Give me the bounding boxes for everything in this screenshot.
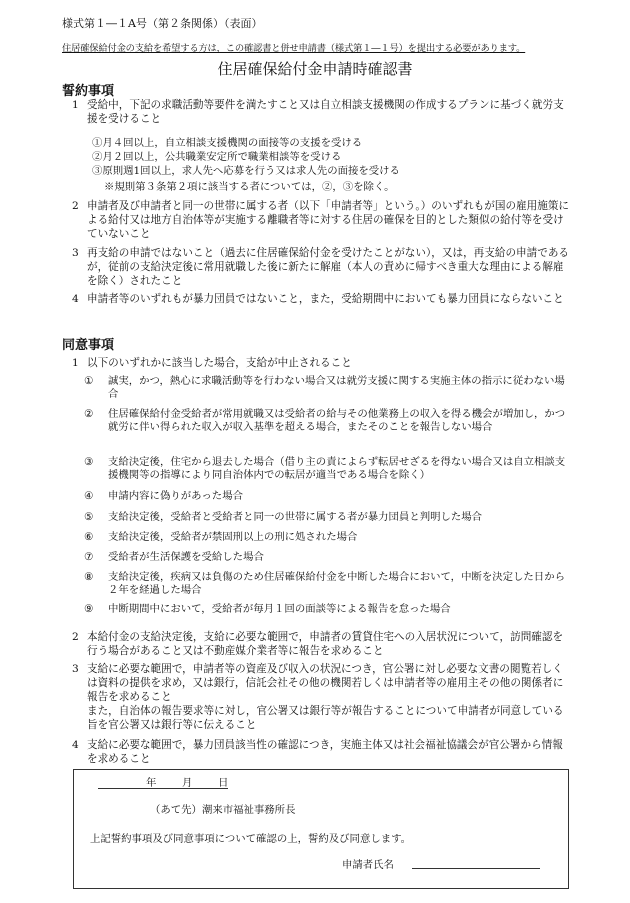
suspension-condition-1: [84, 375, 572, 401]
condition-mark: ③: [84, 456, 94, 468]
date-field[interactable]: [98, 774, 228, 789]
pledge-item-2: [72, 199, 572, 241]
day-label: 日: [218, 777, 229, 789]
suspension-condition-6: [84, 531, 572, 544]
condition-text: 申請内容に偽りがあった場合: [108, 490, 243, 502]
requirement-2: ②月２回以上，公共職業安定所で職業相談等を受ける: [92, 151, 342, 163]
consent-item-3-continued: [72, 704, 572, 732]
condition-mark: ⑥: [84, 531, 94, 543]
requirement-1: ①月４回以上，自立相談支援機関の面接等の支援を受ける: [92, 137, 363, 149]
consent-item-text: また，自治体の報告要求等に対し，官公署又は銀行等が報告することについて申請者が同意している旨を官公署又は銀行等に伝えること: [87, 705, 564, 731]
condition-mark: ①: [84, 375, 94, 387]
pledge-item-number: 2: [72, 200, 79, 212]
condition-mark: ⑧: [84, 571, 94, 583]
suspension-condition-8: [84, 571, 572, 597]
submission-notice: 住居確保給付金の支給を希望する方は，この確認書と併せ申請書（様式第１―１号）を提出する必要があります。: [62, 43, 526, 54]
condition-text: 支給決定後，受給者が禁固刑以上の刑に処された場合: [108, 531, 358, 543]
suspension-condition-2: [84, 408, 572, 434]
pledge-item-number: 1: [72, 99, 79, 111]
condition-mark: ②: [84, 408, 94, 420]
consent-item-text: 支給に必要な範囲で，暴力団員該当性の確認につき，実施主体又は社会福祉協議会が官公署から情報を求めること: [87, 739, 563, 765]
consent-item-2: [72, 630, 572, 658]
consent-item-number: 4: [72, 739, 79, 751]
suspension-condition-4: [84, 490, 572, 503]
pledge-heading: 誓約事項: [62, 84, 115, 99]
condition-text: 支給決定後，受給者と受給者と同一の世帯に属する者が暴力団員と判明した場合: [108, 511, 483, 523]
consent-item-text: 以下のいずれかに該当した場合，支給が中止されること: [87, 357, 352, 369]
consent-item-number: 2: [72, 631, 79, 643]
condition-text: 支給決定後，疾病又は負傷のため住居確保給付金を中断した場合において，中断を決定した日から２年を経過した場合: [108, 571, 565, 596]
applicant-name-label: 申請者氏名: [342, 859, 394, 871]
pledge-item-text: 受給中，下記の求職活動等要件を満たすこと又は自立相談支援機関の作成するプランに基づく就労支援を受けること: [87, 99, 564, 125]
requirement-3: ③原則週1回以上，求人先へ応募を行う又は求人先の面接を受ける: [92, 165, 400, 177]
consent-item-text: 支給に必要な範囲で，申請者等の資産及び収入の状況につき，官公署に対し必要な文書の閲覧若しくは資料の提供を求め，又は銀行，信託会社その他の機関若しくは申請者等の雇用主その他の関係者に報告を求めること: [87, 663, 564, 703]
pledge-item-3: [72, 246, 572, 288]
applicant-name-field[interactable]: [412, 856, 540, 869]
suspension-condition-9: [84, 603, 572, 616]
condition-text: 中断期間中において，受給者が毎月１回の面談等による報告を怠った場合: [108, 603, 451, 615]
condition-mark: ④: [84, 490, 94, 502]
consent-item-number: 3: [72, 663, 79, 675]
suspension-condition-5: [84, 511, 572, 524]
year-label: 年: [146, 777, 157, 789]
consent-item-3: [72, 662, 572, 704]
pledge-item-1: [72, 98, 572, 126]
consent-item-text: 本給付金の支給決定後，支給に必要な範囲で，申請者の賃貸住宅への入居状況について，訪問確認を行う場合があること又は不動産媒介業者等に報告を求めること: [87, 631, 564, 657]
condition-text: 住居確保給付金受給者が常用就職又は受給者の給与その他業務上の収入を得る機会が増加し，かつ就労に伴い得られた収入が収入基準を超える場合，またそのことを報告しない場合: [108, 408, 566, 433]
requirement-exception-note: ※規則第３条第２項に該当する者については，②，③を除く。: [104, 181, 395, 193]
condition-text: 受給者が生活保護を受給した場合: [108, 551, 264, 563]
consent-heading: 同意事項: [62, 338, 115, 353]
pledge-item-4: [72, 292, 572, 306]
suspension-condition-3: [84, 456, 572, 482]
consent-item-number: 1: [72, 357, 79, 369]
pledge-item-number: 3: [72, 247, 79, 259]
document-title: 住居確保給付金申請時確認書: [217, 60, 413, 78]
form-number: 様式第１―１A号（第２条関係）（表面）: [62, 17, 263, 30]
consent-item-4: [72, 738, 572, 766]
month-label: 月: [182, 777, 193, 789]
condition-mark: ⑤: [84, 511, 94, 523]
pledge-item-text: 申請者及び申請者と同一の世帯に属する者（以下「申請者等」という。）のいずれもが国の雇用施策による給付又は地方自治体等が実施する離職者等に対する住居の確保を目的とした類似の給付等を受けていないこと: [87, 200, 570, 240]
consent-item-1: [72, 356, 572, 370]
condition-text: 誠実，かつ，熱心に求職活動等を行わない場合又は就労支援に関する実施主体の指示に従わない場合: [108, 375, 565, 400]
condition-mark: ⑦: [84, 551, 94, 563]
condition-text: 支給決定後，住宅から退去した場合（借り主の責によらず転居せざるを得ない場合又は自立相談支援機関等の指導により同自治体内での転居が適当である場合を除く）: [108, 456, 566, 481]
pledge-item-number: 4: [72, 293, 79, 305]
addressee: （あて先）潮来市福祉事務所長: [150, 804, 296, 816]
condition-mark: ⑨: [84, 603, 94, 615]
pledge-item-text: 申請者等のいずれもが暴力団員ではないこと，また，受給期間中においても暴力団員にならないこと: [87, 293, 564, 305]
pledge-item-text: 再支給の申請ではないこと（過去に住居確保給付金を受けたことがない），又は，再支給の申請であるが，従前の支給決定後に常用就職した後に新たに解雇（本人の責めに帰すべき重大な理由による解雇を除く）されたこと: [87, 247, 570, 287]
suspension-condition-7: [84, 551, 572, 564]
consent-statement: 上記誓約事項及び同意事項について確認の上，誓約及び同意します。: [90, 833, 412, 845]
